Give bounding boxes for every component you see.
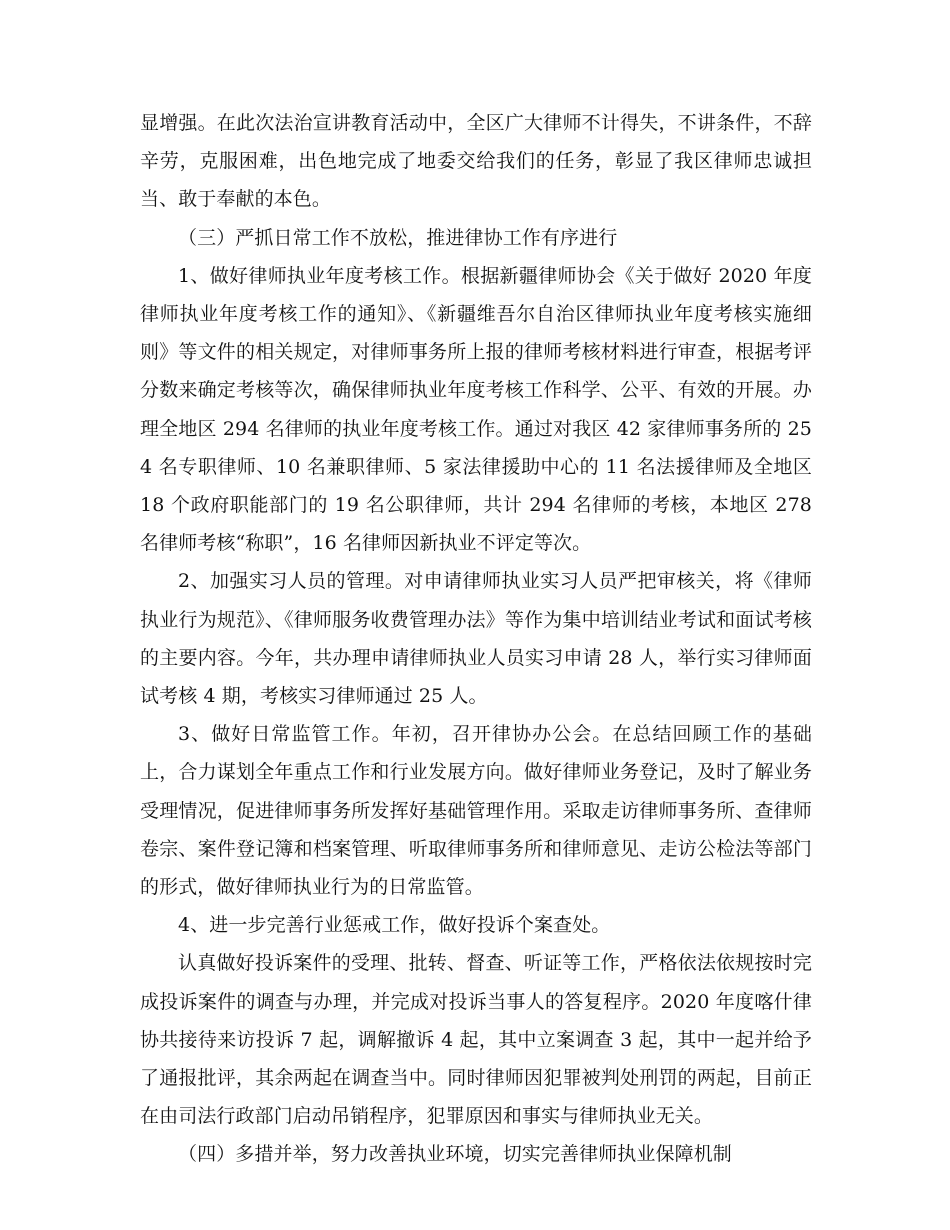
- paragraph-discipline-heading: 4、进一步完善行业惩戒工作，做好投诉个案查处。: [178, 914, 611, 937]
- paragraph-intern-management: 2、加强实习人员的管理。对申请律师执业实习人员严把审核关，将《律师执业行为规范》、《律师服务收费管理办法》等作为集中培训结业考试和面试考核的主要内容。今年，共办理申请律师执业人员实习申请 28 人，举行实习律师面试考核 4 期，考核实习律师通过 25 人。: [140, 570, 812, 708]
- paragraph-annual-assessment: 1、做好律师执业年度考核工作。根据新疆律师协会《关于做好 2020 年度律师执业年度考核工作的通知》、《新疆维吾尔自治区律师执业年度考核实施细则》等文件的相关规定，对律师事务所上报的律师考核材料进行审查，根据考评分数来确定考核等次，确保律师执业年度考核工作科学、公平、有效的开展。办理全地区 294 名律师的执业年度考核工作。通过对我区 42 家律师事务所的 254 名专职律师、10 名兼职律师、5 家法律援助中心的 11 名法援律师及全地区 18 个政府职能部门的 19 名公职律师，共计 294 名律师的考核，本地区 278 名律师考核“称职”，16 名律师因新执业不评定等次。: [140, 264, 812, 555]
- section-heading-4: （四）多措并举，努力改善执业环境，切实完善律师执业保障机制: [178, 1143, 732, 1166]
- document-body: [140, 104, 812, 1174]
- paragraph-complaint-handling: 认真做好投诉案件的受理、批转、督查、听证等工作，严格依法依规按时完成投诉案件的调查与办理，并完成对投诉当事人的答复程序。2020 年度喀什律协共接待来访投诉 7 起，调解撤诉 4 起，其中立案调查 3 起，其中一起并给予了通报批评，其余两起在调查当中。同时律师因犯罪被判处刑罚的两起，目前正在由司法行政部门启动吊销程序，犯罪原因和事实与律师执业无关。: [140, 952, 812, 1128]
- paragraph-continuation: 显增强。在此次法治宣讲教育活动中，全区广大律师不计得失，不讲条件，不辞辛劳，克服困难，出色地完成了地委交给我们的任务，彰显了我区律师忠诚担当、敢于奉献的本色。: [140, 112, 812, 211]
- section-heading-3: （三）严抓日常工作不放松，推进律协工作有序进行: [178, 226, 618, 249]
- paragraph-daily-supervision: 3、做好日常监管工作。年初，召开律协办公会。在总结回顾工作的基础上，合力谋划全年重点工作和行业发展方向。做好律师业务登记，及时了解业务受理情况，促进律师事务所发挥好基础管理作用。采取走访律师事务所、查律师卷宗、案件登记簿和档案管理、听取律师事务所和律师意见、走访公检法等部门的形式，做好律师执业行为的日常监管。: [140, 723, 812, 899]
